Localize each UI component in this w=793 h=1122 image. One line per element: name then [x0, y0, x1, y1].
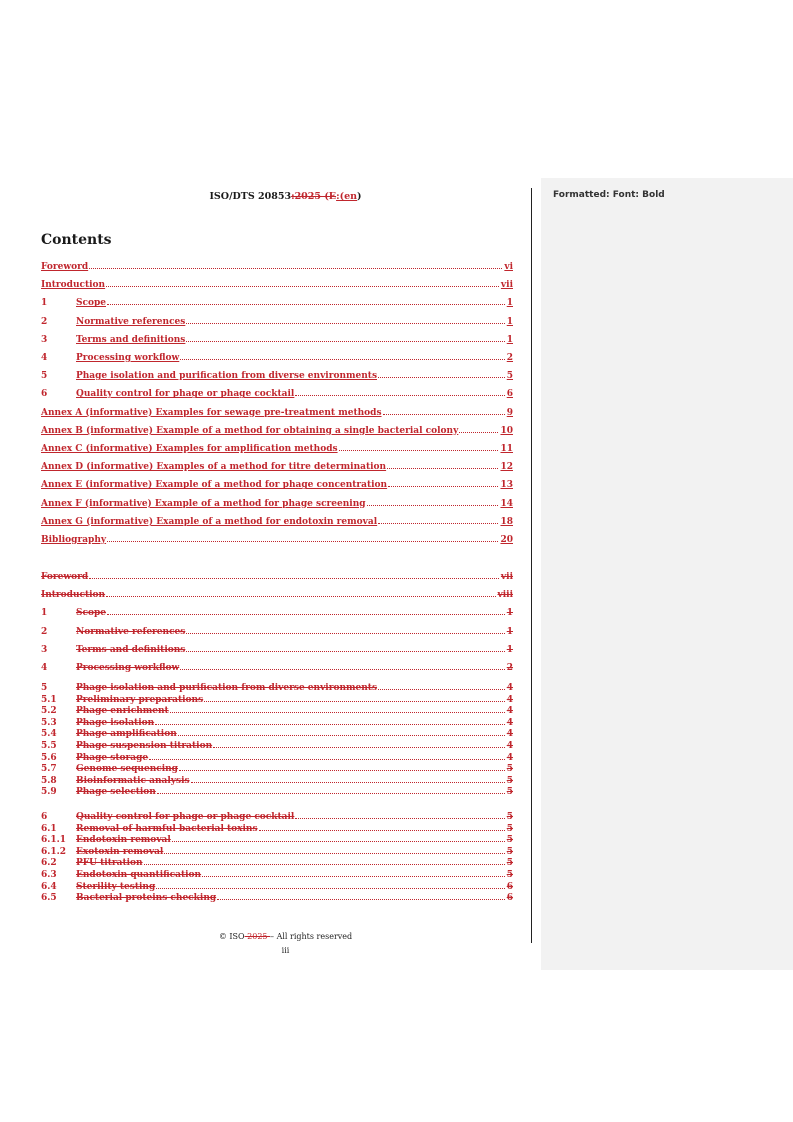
toc-entry[interactable] — [41, 718, 513, 728]
toc-dot-leader — [172, 841, 505, 842]
toc-dot-leader — [459, 432, 498, 433]
toc-entry[interactable] — [41, 764, 513, 774]
toc-entry-number: 5.7 — [41, 764, 57, 775]
toc-dot-leader — [186, 633, 504, 634]
toc-entry[interactable] — [41, 695, 513, 705]
toc-entry-number: 5.2 — [41, 706, 57, 717]
toc-entry[interactable] — [41, 729, 513, 739]
toc-dot-leader — [164, 853, 504, 854]
toc-dot-leader — [367, 505, 499, 506]
toc-entry[interactable] — [41, 317, 513, 327]
toc-dot-leader — [106, 286, 499, 287]
toc-dot-leader — [295, 818, 504, 819]
toc-dot-leader — [144, 864, 505, 865]
toc-entry-title: 5.9 Phage selection — [41, 787, 156, 798]
toc-entry-title: 5 Phage isolation and purification from diverse environments — [41, 371, 378, 382]
toc-entry-page: 20 — [500, 535, 513, 545]
toc-entry-page: vi — [504, 262, 513, 272]
toc-entry-title: Annex D (informative) Examples of a method for titre determination — [41, 462, 387, 473]
document-header — [41, 191, 530, 202]
toc-dot-leader — [204, 701, 505, 702]
toc-entry-number: 6.1.2 — [41, 846, 67, 857]
toc-dot-leader — [157, 793, 505, 794]
toc-dot-leader — [378, 689, 505, 690]
toc-entry[interactable] — [41, 335, 513, 345]
toc-entry-number: 2 — [41, 626, 48, 637]
toc-entry-page: 1 — [506, 316, 513, 327]
toc-entry[interactable] — [41, 645, 513, 655]
toc-entry-title: 2 Normative references — [41, 626, 186, 637]
toc-dot-leader — [388, 486, 498, 487]
toc-entry-title: 6.2 PFU titration — [41, 858, 143, 869]
toc-dot-leader — [213, 747, 505, 748]
toc-entry-number: 6.1.1 — [41, 835, 67, 846]
toc-entry-number: 5.8 — [41, 775, 57, 786]
toc-dot-leader — [106, 596, 495, 597]
toc-entry-title: 6.4 Sterility testing — [41, 881, 156, 892]
toc-entry[interactable] — [41, 426, 513, 436]
toc-entry-title: 6.1.1 Endotoxin removal — [41, 835, 171, 846]
toc-entry-title: 5.1 Preliminary preparations — [41, 694, 204, 705]
toc-entry-page: viii — [497, 590, 513, 601]
toc-entry-page: 5 — [506, 870, 513, 880]
toc-entry-page: 1 — [506, 298, 513, 309]
toc-entry-title: Introduction — [41, 280, 106, 291]
toc-entry-page: 1 — [506, 644, 513, 655]
toc-entry-page: 5 — [506, 371, 513, 382]
toc-entry-page: 6 — [506, 893, 513, 904]
toc-entry[interactable] — [41, 444, 513, 454]
toc-entry-page: 5 — [506, 858, 513, 869]
toc-entry-title: 1 Scope — [41, 298, 107, 309]
toc-entry-page: 1 — [506, 334, 513, 345]
toc-entry[interactable] — [41, 753, 513, 763]
toc-entry[interactable] — [41, 572, 513, 582]
toc-dot-leader — [180, 359, 504, 360]
toc-entry-page: 4 — [506, 683, 513, 693]
toc-entry-number: 6.2 — [41, 858, 57, 869]
toc-entry[interactable] — [41, 371, 513, 381]
toc-entry-number: 3 — [41, 334, 48, 345]
toc-dot-leader — [383, 414, 505, 415]
toc-entry-title: 6.1.2 Exotoxin removal — [41, 846, 164, 857]
toc-entry-title: 2 Normative references — [41, 316, 186, 327]
page-title: Contents — [41, 232, 112, 248]
toc-entry-page: 12 — [500, 462, 513, 473]
toc-entry-title: 1 Scope — [41, 608, 107, 619]
toc-dot-leader — [186, 323, 504, 324]
toc-entry-number: 6.1 — [41, 823, 57, 834]
toc-entry-title: 5.6 Phage storage — [41, 752, 149, 763]
document-id: ISO/DTS 20853 — [209, 191, 292, 202]
toc-entry[interactable] — [41, 824, 513, 834]
toc-entry[interactable] — [41, 280, 513, 290]
toc-dot-leader — [387, 468, 498, 469]
toc-entry-page: 4 — [506, 729, 513, 740]
toc-entry-number: 1 — [41, 298, 48, 309]
copyright-text: © ISO — [218, 932, 245, 941]
toc-entry-title: 6.3 Endotoxin quantification — [41, 870, 202, 880]
comment-panel — [541, 178, 793, 970]
inserted-edition-mark: :(en — [336, 191, 358, 202]
toc-entry-title: 5.2 Phage enrichment — [41, 706, 169, 717]
toc-dot-leader — [155, 724, 505, 725]
toc-entry[interactable] — [41, 812, 513, 822]
toc-dot-leader — [180, 669, 504, 670]
toc-entry-number: 1 — [41, 608, 48, 619]
toc-entry-number: 6 — [41, 812, 48, 822]
toc-entry-page: vii — [500, 572, 513, 582]
toc-entry-page: 5 — [506, 835, 513, 846]
toc-entry-number: 5.3 — [41, 717, 57, 728]
toc-entry[interactable] — [41, 787, 513, 797]
toc-entry-title: 5.3 Phage isolation — [41, 717, 155, 728]
toc-entry-number: 4 — [41, 353, 48, 363]
toc-entry[interactable] — [41, 389, 513, 399]
toc-dot-leader — [217, 899, 505, 900]
toc-entry-title: 6 Quality control for phage or phage cocktail — [41, 812, 295, 822]
comment-label[interactable]: Formatted: Font: Bold — [553, 190, 665, 200]
toc-dot-leader — [339, 450, 499, 451]
toc-entry[interactable] — [41, 776, 513, 786]
toc-entry-title: 3 Terms and definitions — [41, 334, 186, 345]
toc-entry-title: Foreword — [41, 262, 89, 272]
toc-entry-page: 4 — [506, 741, 513, 751]
toc-entry[interactable] — [41, 535, 513, 545]
toc-entry[interactable] — [41, 480, 513, 490]
toc-dot-leader — [378, 523, 498, 524]
toc-entry[interactable] — [41, 262, 513, 272]
page-number: iii — [281, 946, 290, 955]
toc-entry[interactable] — [41, 517, 513, 527]
toc-entry[interactable] — [41, 741, 513, 751]
toc-entry[interactable] — [41, 847, 513, 857]
toc-entry-title: 6.5 Bacterial proteins checking — [41, 893, 217, 904]
toc-entry-title: 5 Phage isolation and purification from diverse environments — [41, 683, 378, 693]
toc-entry-number: 5.6 — [41, 752, 57, 763]
toc-entry-title: 5.5 Phage suspension titration — [41, 741, 213, 751]
toc-entry[interactable] — [41, 627, 513, 637]
toc-entry-page: 2 — [506, 353, 513, 363]
toc-entry-title: Annex E (informative) Example of a method for phage concentration — [41, 480, 388, 491]
toc-entry[interactable] — [41, 882, 513, 892]
toc-entry-title: 5.4 Phage amplification — [41, 729, 177, 740]
toc-dot-leader — [149, 759, 505, 760]
toc-entry-number: 6.5 — [41, 893, 57, 904]
toc-entry-number: 6.4 — [41, 881, 57, 892]
toc-dot-leader — [259, 830, 505, 831]
toc-dot-leader — [89, 578, 499, 579]
toc-entry-title: Annex G (informative) Example of a method for endotoxin removal — [41, 516, 378, 527]
toc-dot-leader — [107, 614, 505, 615]
toc-entry[interactable] — [41, 353, 513, 363]
toc-entry[interactable] — [41, 298, 513, 308]
toc-entry-title: 6.1 Removal of harmful bacterial toxins — [41, 823, 258, 834]
toc-entry-page: 4 — [506, 706, 513, 717]
toc-entry-page: 2 — [506, 663, 513, 673]
toc-dot-leader — [295, 395, 504, 396]
toc-dot-leader — [107, 541, 498, 542]
toc-entry[interactable] — [41, 683, 513, 693]
toc-entry-page: 11 — [500, 444, 513, 454]
toc-dot-leader — [191, 782, 505, 783]
toc-entry-page: 6 — [506, 881, 513, 892]
toc-dot-leader — [89, 268, 502, 269]
toc-entry-number: 5 — [41, 683, 48, 693]
toc-dot-leader — [186, 651, 504, 652]
toc-entry-title: Bibliography — [41, 535, 107, 545]
toc-dot-leader — [186, 341, 504, 342]
toc-entry-title: 5.7 Genome sequencing — [41, 764, 178, 775]
toc-entry[interactable] — [41, 858, 513, 868]
toc-entry[interactable] — [41, 408, 513, 418]
toc-entry-number: 5.4 — [41, 729, 57, 740]
toc-entry-title: Annex A (informative) Examples for sewage pre-treatment methods — [41, 407, 382, 418]
deleted-edition-mark: :2025 (E — [291, 191, 337, 202]
toc-dot-leader — [179, 770, 505, 771]
toc-entry[interactable] — [41, 706, 513, 716]
toc-entry-number: 5 — [41, 371, 48, 382]
toc-entry[interactable] — [41, 590, 513, 600]
toc-entry-number: 4 — [41, 663, 48, 673]
toc-entry-page: 18 — [500, 516, 513, 527]
toc-dot-leader — [107, 304, 505, 305]
toc-entry[interactable] — [41, 499, 513, 509]
toc-entry-title: Introduction — [41, 590, 106, 601]
rights-text: – All rights reserved — [270, 932, 353, 941]
toc-entry-title: Annex C (informative) Examples for amplification methods — [41, 444, 338, 454]
toc-entry-page: 5 — [506, 787, 513, 798]
toc-entry-page: 5 — [506, 823, 513, 834]
toc-entry-title: 3 Terms and definitions — [41, 644, 186, 655]
toc-entry-title: 4 Processing workflow — [41, 353, 180, 363]
toc-dot-leader — [178, 735, 505, 736]
toc-entry-title: 6 Quality control for phage or phage cocktail — [41, 389, 295, 400]
copyright-footer — [41, 932, 530, 941]
toc-entry-page: 1 — [506, 626, 513, 637]
toc-entry-page: 4 — [506, 717, 513, 728]
header-close: ) — [357, 191, 362, 202]
toc-entry-title: Annex B (informative) Example of a method for obtaining a single bacterial colony — [41, 425, 459, 436]
toc-dot-leader — [378, 377, 505, 378]
toc-entry-page: 5 — [506, 764, 513, 775]
toc-entry-title: Foreword — [41, 572, 89, 582]
toc-entry-title: Annex F (informative) Example of a method for phage screening — [41, 498, 366, 509]
toc-entry-title: 4 Processing workflow — [41, 663, 180, 673]
toc-entry[interactable] — [41, 835, 513, 845]
toc-entry-page: 5 — [506, 846, 513, 857]
toc-dot-leader — [156, 888, 504, 889]
toc-entry[interactable] — [41, 462, 513, 472]
toc-entry-number: 5.9 — [41, 787, 57, 798]
toc-entry-number: 6 — [41, 389, 48, 400]
toc-entry-page: 6 — [506, 389, 513, 400]
toc-entry-number: 6.3 — [41, 870, 57, 880]
toc-entry-page: 14 — [500, 498, 513, 509]
toc-entry[interactable] — [41, 663, 513, 673]
toc-entry-page: 13 — [500, 480, 513, 491]
toc-entry-page: 1 — [506, 608, 513, 619]
toc-entry-page: 9 — [506, 407, 513, 418]
toc-entry-title: 5.8 Bioinformatic analysis — [41, 775, 190, 786]
toc-entry[interactable] — [41, 893, 513, 903]
toc-entry-number: 3 — [41, 644, 48, 655]
toc-entry-page: vii — [500, 280, 513, 291]
toc-entry-page: 4 — [506, 694, 513, 705]
toc-dot-leader — [202, 876, 505, 877]
comment-divider — [531, 188, 532, 943]
deleted-copyright-year: 2025 — [244, 932, 271, 941]
toc-entry-page: 5 — [506, 775, 513, 786]
toc-entry-page: 10 — [500, 425, 513, 436]
toc-entry-page: 5 — [506, 812, 513, 822]
toc-entry-number: 5.1 — [41, 694, 57, 705]
toc-entry-number: 5.5 — [41, 741, 57, 751]
toc-entry[interactable] — [41, 870, 513, 880]
toc-entry-number: 2 — [41, 316, 48, 327]
toc-entry-page: 4 — [506, 752, 513, 763]
toc-entry[interactable] — [41, 608, 513, 618]
toc-dot-leader — [170, 712, 505, 713]
